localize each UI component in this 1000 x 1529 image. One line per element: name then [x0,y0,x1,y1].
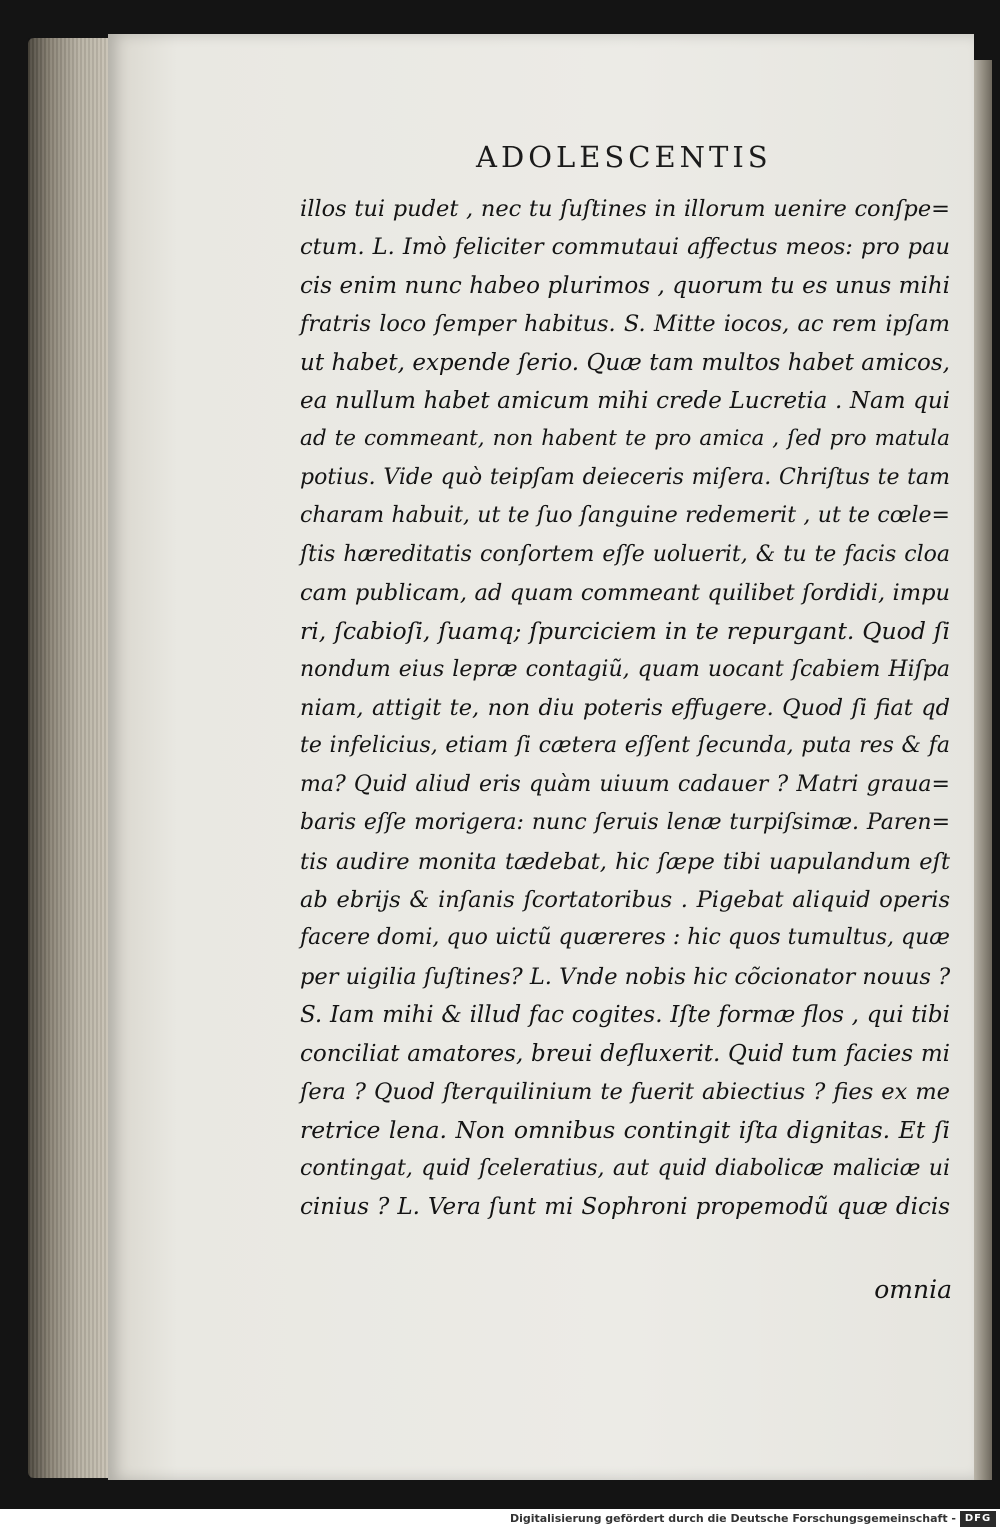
text-line: illos tui pudet , nec tu ſuſtines in illorum uenire conſpe= [300,196,950,222]
text-line: S. Iam mihi & illud fac cogites. Iſte formæ flos , qui tibi [300,1002,950,1029]
text-line: potius. Vide quò teipſam deieceris miſera. Chriſtus te tam [300,464,950,490]
text-line: ri, ſcabioſi, ſuamq; ſpurciciem in te repurgant. Quod ſi [300,617,950,646]
funding-credit: Digitalisierung gefördert durch die Deutsche Forschungsgemeinschaft - [509,1512,956,1525]
dfg-logo: DFG [960,1511,996,1527]
text-line: ut habet, expende ſerio. Quæ tam multos habet amicos, [300,349,950,376]
running-head: ADOLESCENTIS [476,140,772,174]
text-line: ma? Quid aliud eris quàm uiuum cadauer ? Matri graua= [300,771,950,797]
text-line: ab ebrijs & inſanis ſcortatoribus . Pigebat aliquid operis [300,887,950,914]
text-line: tis audire monita tædebat, hic ſæpe tibi uapulandum eſt [300,848,950,875]
text-line: nondum eius lepræ contagiũ, quam uocant ſcabiem Hiſpa [300,656,950,682]
text-line: ea nullum habet amicum mihi crede Lucretia . Nam qui [300,387,950,414]
text-line: ad te commeant, non habent te pro amica , ſed pro matula [300,426,950,452]
text-line: cinius ? L. Vera ſunt mi Sophroni propemodũ quæ dicis [300,1194,950,1221]
text-line: facere domi, quo uictũ quæreres : hic quos tumultus, quæ [300,925,950,951]
text-line: ſtis hæreditatis conſortem eſſe uoluerit, & tu te facis cloa [300,541,950,567]
text-line: ſera ? Quod ſterquilinium te fuerit abiectius ? fies ex me [300,1078,950,1105]
page-fore-edge [974,60,992,1480]
text-line: per uigilia ſuſtines? L. Vnde nobis hic cõcionator nouus ? [300,963,951,990]
text-line: cam publicam, ad quam commeant quilibet ſordidi, impu [300,579,950,606]
text-line: contingat, quid ſceleratius, aut quid diabolicæ maliciæ ui [300,1155,950,1181]
text-block-edge [28,38,120,1478]
text-line: retrice lena. Non omnibus contingit iſta dignitas. Et ſi [300,1116,950,1145]
text-line: ctum. L. Imò feliciter commutaui affectus meos: pro pau [300,234,950,261]
text-line: baris eſſe morigera: nunc ſeruis lenæ turpiſsimæ. Paren= [300,810,950,836]
text-line: fratris loco ſemper habitus. S. Mitte iocos, ac rem ipſam [300,311,950,338]
text-line: charam habuit, ut te ſuo ſanguine redemerit , ut te cœle= [300,503,950,529]
text-line: te infelicius, etiam ſi cætera eſſent ſecunda, puta res & fa [300,733,950,759]
digitization-footer [0,1509,1000,1529]
catchword: omnia [874,1275,952,1304]
text-line: niam, attigit te, non diu poteris effugere. Quod ſi fiat qd [300,695,950,722]
text-line: conciliat amatores, breui defluxerit. Quid tum facies mi [300,1040,950,1067]
text-line: cis enim nunc habeo plurimos , quorum tu es unus mihi [300,272,950,299]
text-block [300,190,950,1227]
